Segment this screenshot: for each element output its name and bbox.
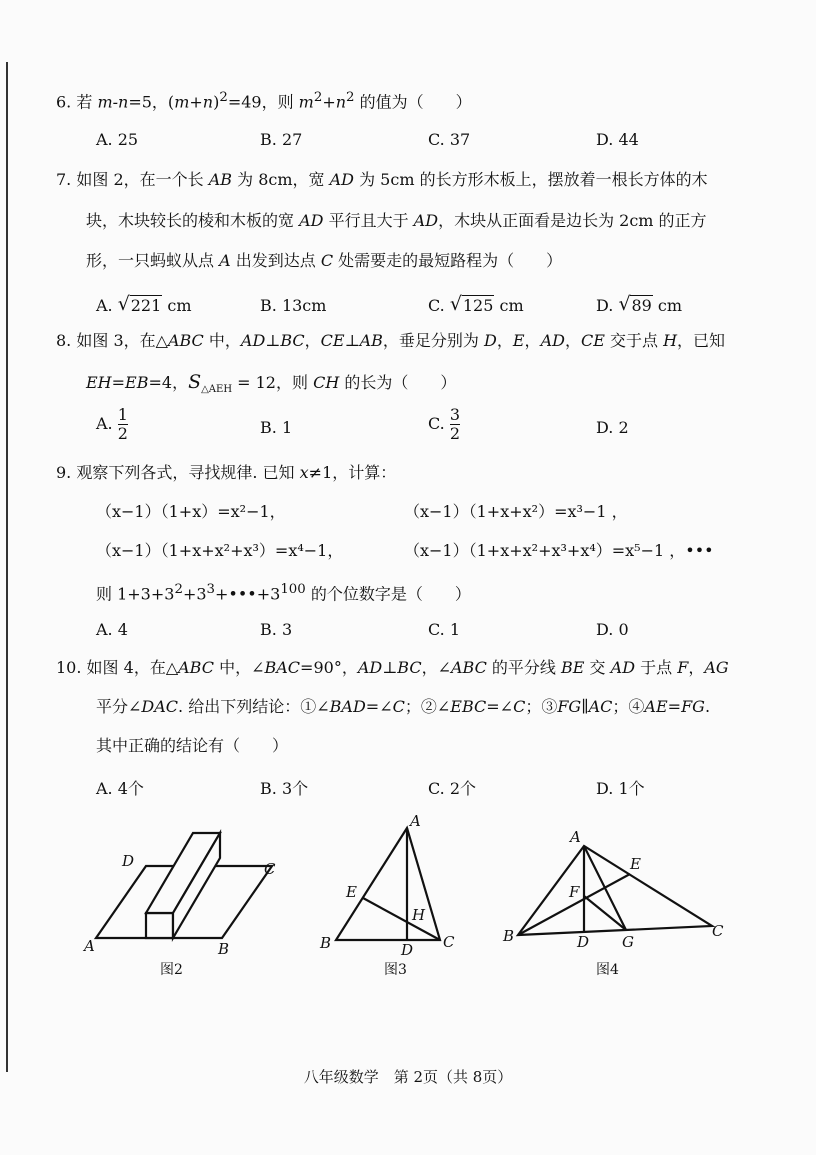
math-var: AD (240, 331, 266, 350)
text: =4， (148, 373, 189, 392)
option-label: B. (260, 296, 277, 315)
option-text: 37 (449, 130, 471, 149)
text: +•••+3 (215, 584, 281, 604)
numerator: 1 (117, 405, 128, 424)
text: 于点 (635, 658, 678, 677)
radicand: 125 (462, 296, 494, 315)
option-text: 27 (281, 130, 303, 149)
fig3-label-d: D (401, 941, 414, 959)
text: 如图 3，在△ (76, 331, 168, 350)
text: 交 (584, 658, 611, 677)
numerator: 3 (449, 405, 461, 424)
math-var: BE (561, 658, 585, 677)
text: ≠1，计算： (308, 463, 397, 482)
text: ⊥ (265, 331, 281, 350)
text: 为 5cm 的长方形木板上，摆放着一根长方体的木 (354, 170, 708, 189)
math-var: BAD (329, 697, 366, 716)
fig3-label-b: B (320, 934, 332, 952)
math-var: ABC (450, 658, 487, 677)
text: 中，∠ (213, 658, 265, 677)
text: =49，则 (227, 92, 299, 112)
text: ， (524, 331, 541, 350)
text: ， (304, 331, 321, 350)
option-label: D. (596, 296, 614, 315)
math-var: n (335, 92, 347, 112)
text: ；②∠ (404, 697, 451, 716)
option-label: D. (596, 418, 614, 437)
text: ⊥ (382, 658, 398, 677)
option-label: D. (596, 130, 614, 149)
text: 观察下列各式，寻找规律. 已知 (76, 463, 300, 482)
math-var: C (513, 697, 526, 716)
text: 的个位数字是（ ） (305, 584, 471, 604)
text: 如图 4，在△ (86, 658, 179, 677)
text: ，垂足分别为 (382, 331, 485, 350)
fig2-caption: 图2 (160, 962, 183, 978)
math-var: x (299, 463, 309, 482)
math-var: AB (359, 331, 383, 350)
math-var: CH (313, 373, 340, 392)
option-text: 3个 (281, 779, 309, 798)
math-var: BAC (264, 658, 301, 677)
question-10-line-3: 其中正确的结论有（ ） (96, 736, 289, 755)
figure-4 (518, 846, 712, 935)
fig3-label-e: E (346, 883, 357, 901)
question-number: 10. (56, 658, 82, 677)
text: 处需要走的最短路程为（ ） (333, 251, 563, 270)
question-number: 7. (56, 170, 72, 189)
radicand: 221 (130, 296, 162, 315)
math-var: ABC (167, 331, 204, 350)
option-label: C. (428, 779, 445, 798)
text: ，已知 (677, 331, 726, 350)
option-label: A. (96, 779, 113, 798)
fig2-label-d: D (122, 852, 135, 870)
option-label: A. (96, 296, 113, 315)
fig4-label-e: E (630, 855, 641, 873)
math-var: m+n (174, 92, 214, 112)
text: =5，( (128, 92, 175, 112)
denominator: 2 (449, 424, 461, 443)
text: 如图 2，在一个长 (76, 170, 209, 189)
question-number: 9. (56, 463, 72, 482)
fig3-label-c: C (443, 933, 455, 951)
equation-4: （x−1）（1+x+x²+x³+x⁴）=x⁵−1 ，••• (404, 541, 714, 560)
option-label: A. (96, 620, 113, 639)
equation-2: （x−1）（1+x+x²）=x³−1 ， (404, 502, 628, 521)
text: =∠ (365, 697, 393, 716)
text: =90°， (300, 658, 358, 677)
option-label: C. (428, 414, 445, 433)
fig4-label-c: C (712, 922, 724, 940)
block-front-face (146, 913, 173, 938)
text: + (322, 92, 336, 112)
math-var: AB (208, 170, 233, 189)
math-var: BC (397, 658, 422, 677)
option-text: 3 (281, 620, 293, 639)
option-label: D. (596, 779, 614, 798)
math-var: AD (540, 331, 565, 350)
unit: cm (499, 296, 524, 315)
math-var: H (663, 331, 678, 350)
question-number: 6. (56, 92, 72, 112)
math-var: FG (681, 697, 705, 716)
fig3-label-a: A (410, 812, 421, 830)
text: ， (688, 658, 705, 677)
text: = 12，则 (232, 373, 314, 392)
fig3-label-h: H (412, 906, 426, 924)
math-var: AD (357, 658, 383, 677)
math-var: AD (413, 211, 439, 230)
option-text: 25 (117, 130, 139, 149)
option-text: 4个 (117, 779, 144, 798)
option-label: B. (260, 779, 277, 798)
text: ⊥ (344, 331, 360, 350)
math-var: AE (644, 697, 668, 716)
math-var: m (298, 92, 314, 112)
superscript: 2 (174, 582, 183, 597)
text: ∥ (581, 697, 589, 716)
option-label: A. (96, 130, 113, 149)
question-number: 8. (56, 331, 72, 350)
math-var: EBC (450, 697, 487, 716)
radicand: 89 (631, 296, 652, 315)
math-var: E (512, 331, 525, 350)
unit: cm (657, 296, 683, 315)
option-label: C. (428, 620, 445, 639)
option-text: 1 (449, 620, 461, 639)
text: ， (564, 331, 581, 350)
text: = (667, 697, 682, 716)
text: ， (496, 331, 513, 350)
text: 的平分线 (486, 658, 562, 677)
fig4-caption: 图4 (596, 962, 619, 978)
option-label: B. (260, 620, 277, 639)
text: ；④ (612, 697, 645, 716)
text: =∠ (486, 697, 514, 716)
option-text: 1个 (618, 779, 645, 798)
radical-sign-icon: √ (117, 293, 130, 315)
fig4-label-b: B (503, 927, 515, 945)
text: ) (213, 92, 220, 112)
math-var: AD (610, 658, 636, 677)
math-var: FG (557, 697, 582, 716)
text: 若 (76, 92, 98, 112)
fig3-caption: 图3 (384, 962, 407, 978)
text: 平分∠ (96, 697, 142, 716)
math-var: DAC (141, 697, 179, 716)
math-var: C (320, 251, 334, 270)
text: 形，一只蚂蚁从点 (86, 251, 220, 270)
option-label: A. (96, 414, 113, 433)
fig2-label-a: A (84, 937, 95, 955)
text: . 给出下列结论：①∠ (178, 697, 330, 716)
text: 则 1+3+3 (96, 584, 175, 604)
page-footer: 八年级数学 第 2页（共 8页） (303, 1068, 513, 1086)
option-text: 44 (618, 130, 639, 149)
math-var: A (219, 251, 231, 270)
subscript: △AEH (201, 384, 233, 396)
area-symbol: S (188, 371, 202, 393)
option-text: 2 (618, 418, 629, 437)
text: ，木块从正面看是边长为 2cm 的正方 (438, 211, 707, 230)
math-var: AD (329, 170, 354, 189)
text: ；③ (525, 697, 558, 716)
math-var: m-n (97, 92, 129, 112)
fig4-label-g: G (622, 933, 634, 951)
option-label: D. (596, 620, 614, 639)
option-label: C. (428, 130, 445, 149)
fig4-label-a: A (570, 828, 581, 846)
fig2-label-c: C (264, 860, 276, 878)
math-var: CE (320, 331, 345, 350)
text: 交于点 (604, 331, 664, 350)
option-text: 2个 (449, 779, 477, 798)
math-var: BC (280, 331, 305, 350)
text: 中， (203, 331, 241, 350)
radical-sign-icon: √ (449, 293, 462, 315)
superscript: 2 (219, 90, 228, 105)
fig2-label-b: B (218, 940, 230, 958)
option-text: 0 (618, 620, 629, 639)
math-var: F (677, 658, 689, 677)
option-label: B. (260, 130, 277, 149)
math-var: EH=EB (86, 373, 149, 392)
option-label: C. (428, 296, 445, 315)
superscript: 3 (206, 582, 216, 597)
equation-1: （x−1）（1+x）=x²−1， (96, 502, 286, 521)
denominator: 2 (117, 424, 128, 443)
text: 出发到达点 (230, 251, 321, 270)
superscript: 2 (313, 90, 323, 105)
text: ，∠ (421, 658, 451, 677)
fig4-label-f: F (569, 883, 580, 901)
math-var: AD (299, 211, 324, 230)
option-text: 4 (117, 620, 128, 639)
segment-fg (584, 896, 626, 930)
fig4-label-d: D (577, 933, 590, 951)
text: +3 (182, 584, 207, 604)
text: 平行且大于 (323, 211, 414, 230)
text: 的长为（ ） (339, 373, 457, 392)
text: 为 8cm，宽 (232, 170, 330, 189)
math-var: CE (580, 331, 605, 350)
math-var: AG (704, 658, 729, 677)
superscript: 2 (346, 90, 355, 105)
text: 的值为（ ） (354, 92, 472, 112)
math-var: ABC (178, 658, 214, 677)
text: . (704, 697, 711, 716)
math-var: C (392, 697, 405, 716)
superscript: 100 (280, 582, 306, 597)
unit: cm (167, 296, 192, 315)
math-var: D (484, 331, 497, 350)
radical-sign-icon: √ (618, 293, 631, 315)
option-label: B. (260, 418, 277, 437)
option-text: 13cm (281, 296, 327, 315)
option-text: 1 (281, 418, 293, 437)
math-var: AC (588, 697, 613, 716)
figure-2 (96, 833, 272, 938)
text: 块，木块较长的棱和木板的宽 (86, 211, 300, 230)
equation-3: （x−1）（1+x+x²+x³）=x⁴−1， (96, 541, 344, 560)
